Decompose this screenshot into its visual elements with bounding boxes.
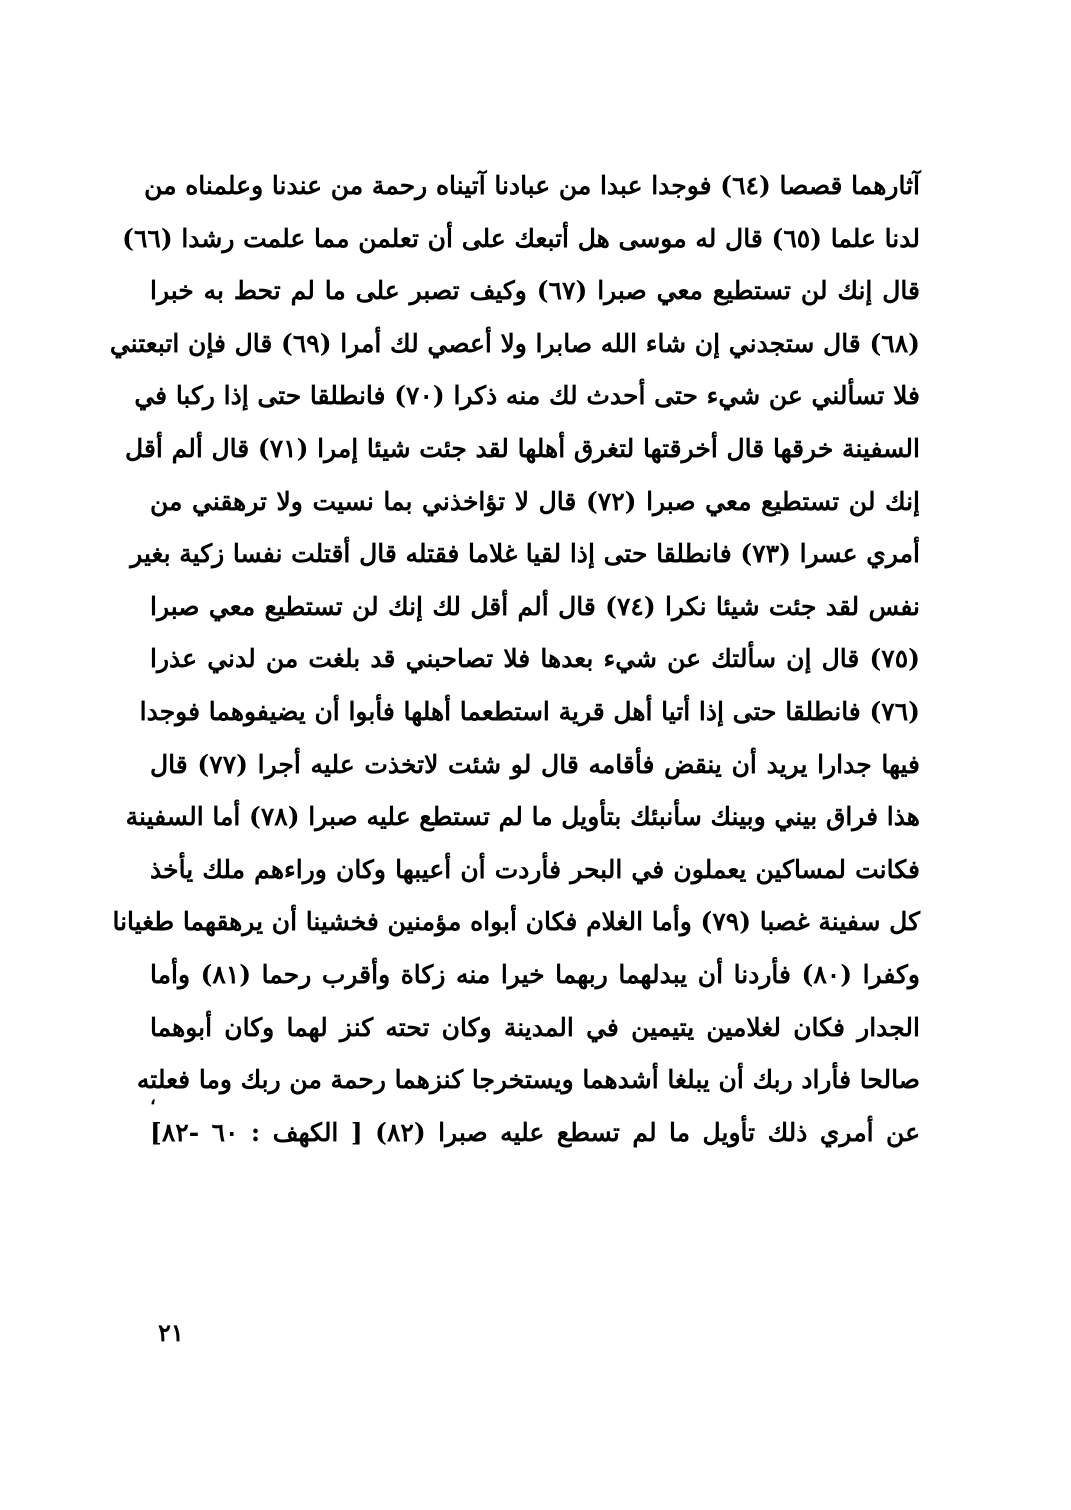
- verse-line: عن أمري ذلك تأويل ما لم تسطع عليه صبرا (٨٢) [ الكهف : ٦٠ -٨٢]: [150, 1117, 920, 1147]
- verse-line: وكفرا (٨٠) فأردنا أن يبدلهما ربهما خيرا منه زكاة وأقرب رحما (٨١) وأما: [150, 959, 920, 989]
- verse-line: هذا فراق بيني وبينك سأنبئك بتأويل ما لم تستطع عليه صبرا (٧٨) أما السفينة: [125, 802, 920, 832]
- verse-line: فيها جدارا يريد أن ينقض فأقامه قال لو شئت لاتخذت عليه أجرا (٧٧) قال: [150, 749, 920, 779]
- verse-line: (٧٥) قال إن سألتك عن شيء بعدها فلا تصاحبني قد بلغت من لدني عذرا: [150, 644, 920, 674]
- verse-line: (٦٨) قال ستجدني إن شاء الله صابرا ولا أعصي لك أمرا (٦٩) قال فإن اتبعتني: [109, 328, 920, 358]
- verse-line: إنك لن تستطيع معي صبرا (٧٢) قال لا تؤاخذني بما نسيت ولا ترهقني من: [150, 486, 920, 516]
- verse-line: السفينة خرقها قال أخرقتها لتغرق أهلها لقد جئت شيئا إمرا (٧١) قال ألم أقل: [125, 433, 920, 463]
- verse-line: (٧٦) فانطلقا حتى إذا أتيا أهل قرية استطعما أهلها فأبوا أن يضيفوهما فوجدا: [139, 696, 920, 726]
- verse-line: صالحا فأراد ربك أن يبلغا أشدهما ويستخرجا كنزهما رحمة من ربك وما فعلته: [136, 1065, 920, 1095]
- page-number: ٢١: [158, 1318, 184, 1347]
- verse-line: لدنا علما (٦٥) قال له موسى هل أتبعك على أن تعلمن مما علمت رشدا (٦٦): [122, 223, 920, 253]
- verse-line: أمري عسرا (٧٣) فانطلقا حتى إذا لقيا غلاما فقتله قال أقتلت نفسا زكية بغير: [130, 539, 920, 569]
- verse-line: فكانت لمساكين يعملون في البحر فأردت أن أعيبها وكان وراءهم ملك يأخذ: [150, 854, 920, 884]
- verse-line: كل سفينة غصبا (٧٩) وأما الغلام فكان أبواه مؤمنين فخشينا أن يرهقهما طغيانا: [112, 907, 920, 937]
- verse-line: فلا تسألني عن شيء حتى أحدث لك منه ذكرا (٧٠) فانطلقا حتى إذا ركبا في: [134, 381, 920, 411]
- margin-mark: ،: [150, 1088, 156, 1109]
- verse-text-block: [109, 160, 920, 1159]
- verse-line: نفس لقد جئت شيئا نكرا (٧٤) قال ألم أقل لك إنك لن تستطيع معي صبرا: [150, 591, 920, 621]
- verse-line: آثارهما قصصا (٦٤) فوجدا عبدا من عبادنا آتيناه رحمة من عندنا وعلمناه من: [144, 171, 920, 200]
- verse-line: قال إنك لن تستطيع معي صبرا (٦٧) وكيف تصبر على ما لم تحط به خبرا: [150, 276, 920, 306]
- verse-line: الجدار فكان لغلامين يتيمين في المدينة وكان تحته كنز لهما وكان أبوهما: [150, 1012, 920, 1042]
